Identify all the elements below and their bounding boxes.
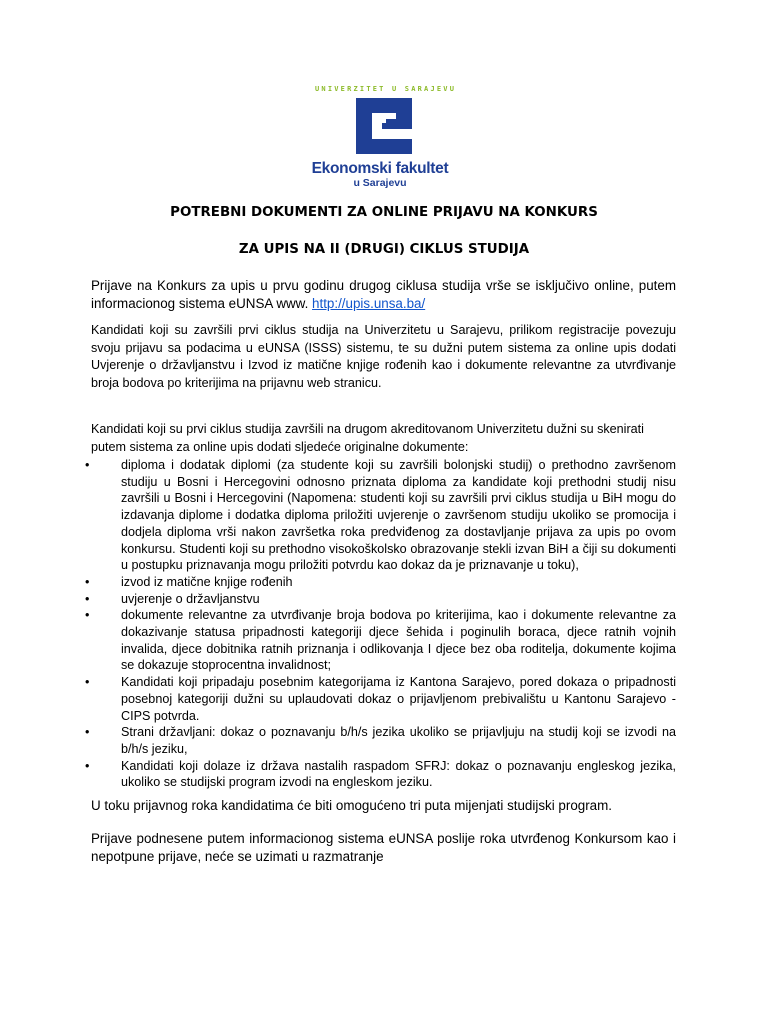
logo-university-name: UNIVERZITET U SARAJEVU xyxy=(315,85,457,93)
list-item: • izvod iz matične knjige rođenih xyxy=(85,574,293,589)
paragraph-program-change: U toku prijavnog roka kandidatima će biti omogućeno tri puta mijenjati studijski program. xyxy=(91,798,612,813)
list-item: • Kandidati koji dolaze iz država nastalih raspadom SFRJ: dokaz o poznavanju engleskog jezika, ukoliko se studijski program izvodi na engleskom jeziku. xyxy=(85,758,676,790)
logo-faculty-name: Ekonomski fakultet xyxy=(311,160,449,177)
bullet-icon: • xyxy=(85,458,90,472)
document-title: POTREBNI DOKUMENTI ZA ONLINE PRIJAVU NA KONKURS xyxy=(170,205,598,220)
list-item: • diploma i dodatak diplomi (za studente koji su završili bolonjski studij) o prethodno završenom studiju u Bosni i Hercegovini odnosno priznata diploma za kandidate koji prethodni studij nisu završili u Bosni i Hercegovini (Napomena: studenti koji su završili prvi ciklus studija u BiH mogu do izdavanja diplome i dodatka diploma priložiti uvjerenje o završenom studiju ukoliko se promocija i dodjela diploma vrši nakon završetka roka predviđenog za dostavljanje prijava za upis po ovom konkursu. Studenti koji su prethodno visokoškolsko obrazovanje stekli izvan BiH a čiji su dokumenti u postupku priznavanja mogu priložiti potvrdu kao dokaz da je priznavanje u toku), xyxy=(85,458,676,573)
paragraph-other-university: Kandidati koji su prvi ciklus studija završili na drugom akreditovanom Univerzitetu dužni su skenirati putem sistema za online upis dodati sljedeće originalne dokumente: xyxy=(91,422,644,454)
bullet-icon: • xyxy=(85,675,90,690)
logo-city: u Sarajevu xyxy=(353,177,407,189)
bullet-icon: • xyxy=(85,725,90,740)
faculty-logo xyxy=(0,80,768,190)
paragraph-intro-text: Prijave na Konkurs za upis u prvu godinu drugog ciklusa studija vrše se isključivo online, putem informacionog sistema eUNSA www. xyxy=(91,278,676,311)
document-subtitle: ZA UPIS NA II (DRUGI) CIKLUS STUDIJA xyxy=(238,242,530,257)
list-item: • Kandidati koji pripadaju posebnim kategorijama iz Kantona Sarajevo, pored dokaza o pripadnosti posebnoj kategoriji dužni su uplaudovati dokaz o prijavljenom prebivalištu u Kantonu Sarajevo - CIPS potvrda. xyxy=(85,675,676,723)
bullet-icon: • xyxy=(85,758,90,773)
paragraph-late-applications: Prijave podnesene putem informacionog sistema eUNSA poslije roka utvrđenog Konkursom kao i nepotpune prijave, neće se uzimati u razmatranje xyxy=(91,831,676,864)
logo-e-mark-icon xyxy=(356,98,412,154)
paragraph-intro xyxy=(91,277,676,313)
upis-link[interactable]: http://upis.unsa.ba/ xyxy=(312,296,426,311)
list-item: • Strani državljani: dokaz o poznavanju b/h/s jezika ukoliko se prijavljuju na studij koji se izvodi na b/h/s jeziku, xyxy=(85,725,676,756)
bullet-icon: • xyxy=(85,574,90,589)
paragraph-unsa-graduates: Kandidati koji su završili prvi ciklus studija na Univerzitetu u Sarajevu, prilikom registracije povezuju svoju prijavu sa podacima u eUNSA (ISSS) sistemu, te su dužni putem sistema za online upis dodati Uvjerenje o državljanstvu i Izvod iz matične knjige rođenih kao i dokumente relevantne za utvrđivanje broja bodova po kriterijima na prijavnu web stranicu. xyxy=(91,323,676,390)
list-item: • dokumente relevantne za utvrđivanje broja bodova po kriterijima, kao i dokumente relevantne za dokazivanje statusa pripadnosti kategoriji djece šehida i poginulih boraca, djece ratnih vojnih invalida, djece dobitnika ratnih priznanja i odlikovanja I djece bez oba roditelja, dokumente kojima se dokazuje stoprocentna invalidnost; xyxy=(85,608,676,673)
bullet-icon: • xyxy=(85,608,90,623)
bullet-icon: • xyxy=(85,591,90,606)
list-item: • uvjerenje o državljanstvu xyxy=(85,591,260,606)
documents-list xyxy=(85,457,676,791)
